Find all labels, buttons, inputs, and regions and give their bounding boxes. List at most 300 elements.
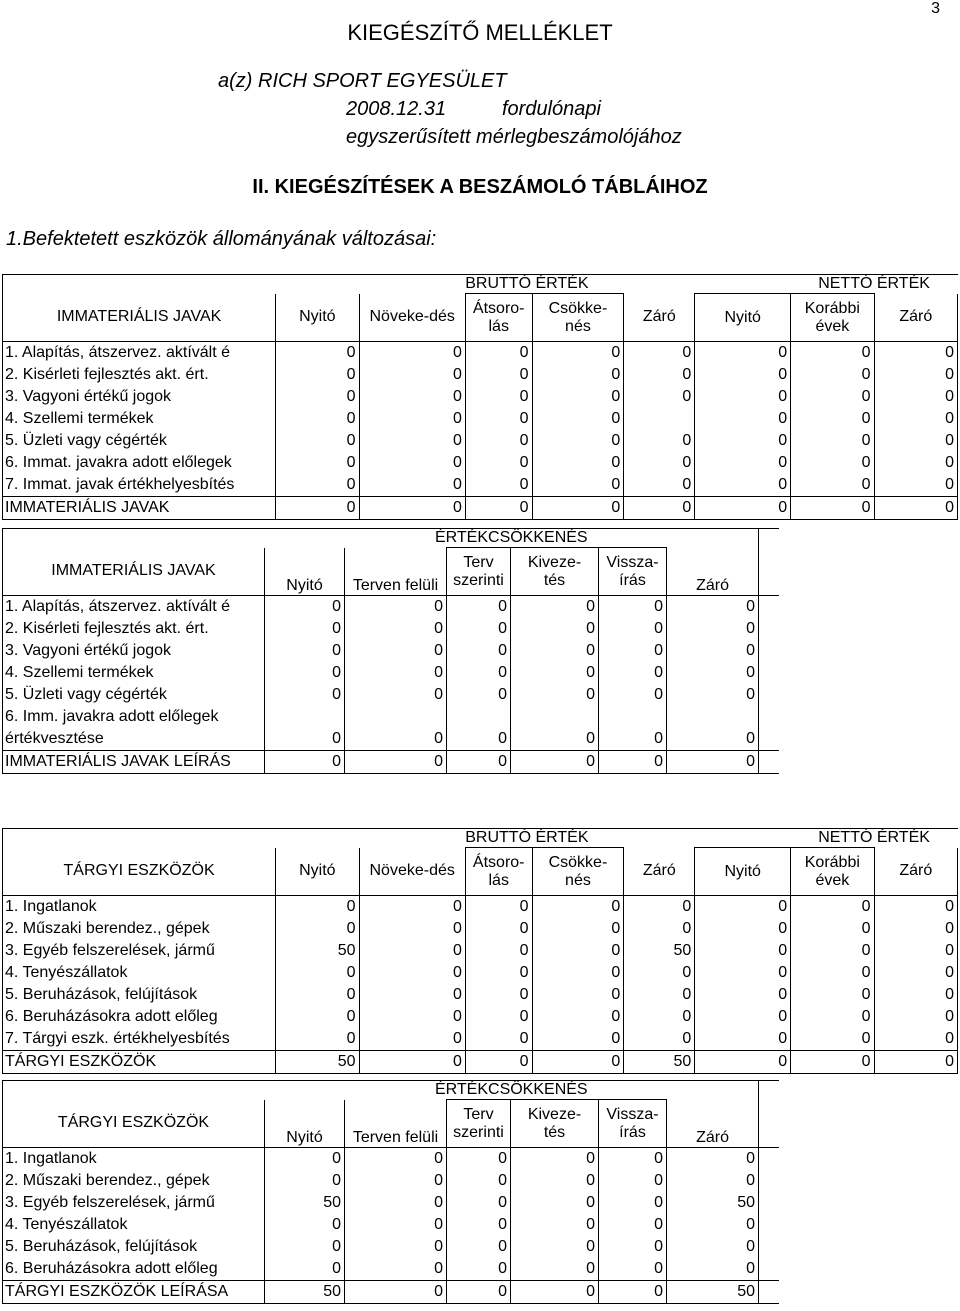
value-cell: 0 [465,342,532,365]
value-cell: 0 [511,1170,599,1192]
value-cell: 0 [532,984,624,1006]
value-cell: 50 [276,940,359,962]
entity-line: a(z) RICH SPORT EGYESÜLET [218,70,507,92]
value-cell: 0 [265,751,345,774]
value-cell: 0 [695,430,791,452]
value-cell: 0 [465,896,532,919]
row-label: 2. Műszaki berendez., gépek [3,1170,265,1192]
value-cell: 0 [624,1006,695,1028]
value-cell: 0 [276,896,359,919]
value-cell: 0 [345,618,447,640]
value-cell: 0 [511,1214,599,1236]
value-cell: 0 [874,984,957,1006]
value-cell: 0 [465,940,532,962]
row-label: 1. Ingatlanok [3,896,276,919]
value-cell: 0 [599,1170,667,1192]
value-cell: 0 [465,497,532,520]
value-cell: 0 [667,640,759,662]
table-row [3,1236,779,1258]
value-cell: 0 [447,1281,511,1304]
table-row [3,618,779,640]
value-cell: 0 [599,1258,667,1281]
col-korabbi-evek: Korábbi évek [791,848,874,896]
value-cell: 0 [511,1236,599,1258]
value-cell: 0 [276,342,359,365]
value-cell: 0 [345,1236,447,1258]
value-cell: 0 [359,1028,465,1051]
value-cell: 0 [532,342,624,365]
value-cell: 0 [874,408,957,430]
value-cell: 0 [667,684,759,706]
total-row [3,751,779,774]
value-cell: 0 [359,940,465,962]
value-cell: 0 [599,1214,667,1236]
intangible-depreciation-table [2,528,779,774]
row-label: 4. Tenyészállatok [3,1214,265,1236]
value-cell: 0 [667,751,759,774]
value-cell: 0 [276,408,359,430]
value-cell: 0 [624,386,695,408]
row-label: IMMATERIÁLIS JAVAK LEÍRÁS [3,751,265,774]
table-row [3,364,958,386]
value-cell: 0 [465,386,532,408]
report-date: 2008.12.31 [346,98,447,120]
value-cell: 50 [276,1051,359,1074]
group-brutto: BRUTTÓ ÉRTÉK [465,275,589,292]
value-cell: 0 [624,452,695,474]
value-cell: 0 [276,497,359,520]
table-row [3,1148,779,1171]
value-cell: 0 [265,662,345,684]
value-cell: 0 [447,1214,511,1236]
table-category-label: IMMATERIÁLIS JAVAK [3,548,265,596]
col-terv-szerinti: Terv szerinti [447,548,511,596]
value-cell: 0 [345,1148,447,1171]
value-cell: 0 [265,1148,345,1171]
report-type-line: egyszerűsített mérlegbeszámolójához [346,126,682,148]
col-nyito-netto: Nyitó [695,294,791,342]
value-cell: 0 [695,342,791,365]
value-cell: 0 [465,430,532,452]
value-cell: 0 [599,640,667,662]
value-cell: 0 [695,364,791,386]
value-cell: 0 [532,1028,624,1051]
value-cell: 0 [532,1051,624,1074]
value-cell: 0 [791,1051,874,1074]
col-nyito: Nyitó [276,294,359,342]
value-cell: 0 [791,1006,874,1028]
value-cell: 0 [276,1006,359,1028]
value-cell: 0 [345,662,447,684]
col-zaro: Záró [624,294,695,342]
value-cell: 0 [624,1028,695,1051]
table-row [3,940,958,962]
value-cell: 0 [532,497,624,520]
col-terven-feluli: Terven felüli [345,1100,447,1148]
col-zaro-netto: Záró [874,294,957,342]
row-label: 3. Vagyoni értékű jogok [3,640,265,662]
value-cell: 0 [532,896,624,919]
value-cell: 0 [667,1214,759,1236]
col-novekedes: Növeke-dés [359,848,465,896]
col-visszairas: Vissza- írás [599,1100,667,1148]
section-title: II. KIEGÉSZÍTÉSEK A BESZÁMOLÓ TÁBLÁIHOZ [252,176,708,198]
value-cell: 0 [447,1236,511,1258]
value-cell: 0 [624,896,695,919]
value-cell: 0 [465,984,532,1006]
row-label: 6. Beruházásokra adott előleg [3,1258,265,1281]
col-korabbi-evek: Korábbi évek [791,294,874,342]
value-cell: 0 [874,962,957,984]
value-cell: 0 [359,430,465,452]
value-cell: 0 [532,1006,624,1028]
table-row [3,408,958,430]
value-cell: 0 [447,618,511,640]
value-cell: 0 [359,364,465,386]
value-cell: 0 [511,751,599,774]
value-cell: 0 [532,940,624,962]
value-cell: 0 [791,474,874,497]
value-cell: 0 [511,640,599,662]
value-cell: 0 [359,408,465,430]
value-cell: 0 [276,474,359,497]
table-row [3,1028,958,1051]
col-atsorolas: Átsoro- lás [465,848,532,896]
value-cell: 0 [695,386,791,408]
col-zaro-netto: Záró [874,848,957,896]
row-label: 2. Műszaki berendez., gépek [3,918,276,940]
row-label: 2. Kisérleti fejlesztés akt. ért. [3,364,276,386]
value-cell: 0 [624,364,695,386]
value-cell: 0 [511,684,599,706]
value-cell: 0 [447,1192,511,1214]
value-cell: 0 [345,684,447,706]
table-row [3,662,779,684]
value-cell: 0 [791,918,874,940]
col-terven-feluli: Terven felüli [345,548,447,596]
value-cell: 0 [265,1236,345,1258]
value-cell: 0 [532,452,624,474]
value-cell: 0 [791,364,874,386]
value-cell: 0 [874,386,957,408]
table-row [3,430,958,452]
table-row [3,896,958,919]
value-cell: 0 [345,1258,447,1281]
col-nyito-netto: Nyitó [695,848,791,896]
value-cell: 0 [599,596,667,619]
value-cell: 0 [359,452,465,474]
value-cell: 0 [599,618,667,640]
row-label: TÁRGYI ESZKÖZÖK [3,1051,276,1074]
row-label: 5. Üzleti vagy cégérték [3,430,276,452]
value-cell: 0 [359,896,465,919]
value-cell: 0 [695,1006,791,1028]
value-cell: 0 [359,918,465,940]
value-cell: 0 [667,662,759,684]
row-label: 4. Tenyészállatok [3,962,276,984]
value-cell: 0 [345,1192,447,1214]
table-row [3,640,779,662]
table-category-label: TÁRGYI ESZKÖZÖK [3,848,276,896]
value-cell: 0 [511,662,599,684]
value-cell: 0 [791,497,874,520]
table-row [3,1192,779,1214]
col-zaro: Záró [667,548,759,596]
value-cell: 0 [447,662,511,684]
value-cell: 0 [265,618,345,640]
value-cell: 0 [532,962,624,984]
value-cell: 0 [599,1236,667,1258]
value-cell: 0 [599,684,667,706]
value-cell: 0 [359,474,465,497]
value-cell: 0 [791,386,874,408]
value-cell: 0 [532,386,624,408]
value-cell: 0 [265,596,345,619]
value-cell: 0 [874,1006,957,1028]
value-cell: 0 [276,984,359,1006]
row-label: IMMATERIÁLIS JAVAK [3,497,276,520]
value-cell: 0 [265,1258,345,1281]
col-visszairas: Vissza- írás [599,548,667,596]
value-cell: 0 [447,1258,511,1281]
table-row [3,596,779,619]
value-cell: 0 [359,1051,465,1074]
value-cell: 0 [465,474,532,497]
value-cell: 0 [695,940,791,962]
value-cell: 0 [265,640,345,662]
value-cell: 0 [276,1028,359,1051]
col-kivezetes: Kiveze- tés [511,1100,599,1148]
table-row [3,1214,779,1236]
row-label: 5. Üzleti vagy cégérték [3,684,265,706]
value-cell: 0 [791,984,874,1006]
value-cell: 0 [874,1028,957,1051]
row-label: 2. Kisérleti fejlesztés akt. ért. [3,618,265,640]
value-cell: 50 [667,1281,759,1304]
value-cell: 0 [345,1281,447,1304]
value-cell: 0 [265,1170,345,1192]
value-cell: 0 [874,474,957,497]
value-cell: 50 [667,1192,759,1214]
report-date-suffix: fordulónapi [502,98,601,120]
col-atsorolas: Átsoro- lás [465,294,532,342]
table-row [3,386,958,408]
group-brutto: BRUTTÓ ÉRTÉK [465,829,589,846]
row-label: 7. Immat. javak értékhelyesbítés [3,474,276,497]
row-label: 3. Egyéb felszerelések, jármű [3,940,276,962]
value-cell: 0 [695,1051,791,1074]
tangible-depreciation-table [2,1080,779,1304]
value-cell: 0 [532,364,624,386]
row-label: 3. Vagyoni értékű jogok [3,386,276,408]
value-cell: 0 [359,962,465,984]
value-cell: 0 [359,497,465,520]
group-ertekcsokkenes: ÉRTÉKCSÖKKENÉS [434,529,588,546]
value-cell: 0 [695,896,791,919]
row-label: 5. Beruházások, felújítások [3,1236,265,1258]
value-cell: 0 [667,1170,759,1192]
row-label: 4. Szellemi termékek [3,408,276,430]
col-terv-szerinti: Terv szerinti [447,1100,511,1148]
table-category-label: IMMATERIÁLIS JAVAK [3,294,276,342]
total-row [3,1281,779,1304]
value-cell: 0 [465,1051,532,1074]
value-cell: 0 [447,1170,511,1192]
row-label: 7. Tárgyi eszk. értékhelyesbítés [3,1028,276,1051]
col-csokkenes: Csökke- nés [532,848,624,896]
value-cell: 0 [695,497,791,520]
value-cell: 0 [276,386,359,408]
value-cell: 50 [265,1281,345,1304]
col-novekedes: Növeke-dés [359,294,465,342]
value-cell: 0 [345,596,447,619]
value-cell: 0 [624,918,695,940]
value-cell: 0 [791,962,874,984]
table-row [3,1006,958,1028]
col-nyito: Nyitó [265,548,345,596]
value-cell: 0 [695,1028,791,1051]
value-cell: 50 [265,1192,345,1214]
value-cell: 0 [265,1214,345,1236]
row-label: 3. Egyéb felszerelések, jármű [3,1192,265,1214]
value-cell: 0 [599,1281,667,1304]
value-cell: 50 [624,940,695,962]
page-number: 3 [931,0,940,17]
value-cell: 0 [465,452,532,474]
row-label: 1. Alapítás, átszervez. aktívált é [3,596,265,619]
value-cell: 0 [624,474,695,497]
value-cell: 0 [345,751,447,774]
table-category-label: TÁRGYI ESZKÖZÖK [3,1100,265,1148]
value-cell: 0 [532,430,624,452]
value-cell: 0 [511,618,599,640]
row-label: TÁRGYI ESZKÖZÖK LEÍRÁSA [3,1281,265,1304]
value-cell: 0 [695,962,791,984]
value-cell: 0 [874,452,957,474]
total-row [3,1051,958,1074]
value-cell: 0 [465,918,532,940]
value-cell: 0 [624,497,695,520]
value-cell: 0 [695,918,791,940]
table-row [3,342,958,365]
col-nyito: Nyitó [276,848,359,896]
value-cell: 0 [624,342,695,365]
table-row [3,1258,779,1281]
group-netto: NETTÓ ÉRTÉK [818,275,930,292]
value-cell: 0 [624,962,695,984]
value-cell: 0 [465,1028,532,1051]
tangible-gross-net-table [2,828,958,1074]
value-cell: 0 [532,408,624,430]
value-cell: 0 [791,408,874,430]
value-cell: 0 [695,474,791,497]
value-cell: 0 [599,1148,667,1171]
value-cell: 0 [624,430,695,452]
value-cell: 0 [874,430,957,452]
document-title: KIEGÉSZÍTŐ MELLÉKLET [347,20,613,45]
value-cell: 0 [447,684,511,706]
col-csokkenes: Csökke- nés [532,294,624,342]
table-row [3,984,958,1006]
value-cell: 0 [874,342,957,365]
value-cell: 0 [874,364,957,386]
value-cell: 0 [599,1192,667,1214]
value-cell: 0 [695,984,791,1006]
value-cell: 0 [511,1148,599,1171]
value-cell: 0 [532,918,624,940]
value-cell: 0 [465,1006,532,1028]
value-cell: 0 [345,640,447,662]
value-cell: 0 [359,386,465,408]
row-label: 1. Ingatlanok [3,1148,265,1171]
intangible-gross-net-table [2,274,958,520]
value-cell: 0 [511,596,599,619]
total-row [3,497,958,520]
table-row [3,962,958,984]
value-cell: 0 [345,1214,447,1236]
value-cell: 0 [791,940,874,962]
col-zaro: Záró [624,848,695,896]
value-cell: 0 [874,1051,957,1074]
value-cell: 0 [874,896,957,919]
value-cell: 0 [465,364,532,386]
value-cell: 0 [276,918,359,940]
value-cell: 0 [265,684,345,706]
table-row [3,918,958,940]
group-netto: NETTÓ ÉRTÉK [818,829,930,846]
value-cell: 0 [276,430,359,452]
value-cell: 0 [359,342,465,365]
value-cell: 0 [465,962,532,984]
table-row: értékvesztése 0 0 0 0 0 0 [3,728,779,751]
table-row [3,1170,779,1192]
value-cell: 0 [465,408,532,430]
col-zaro: Záró [667,1100,759,1148]
value-cell: 0 [624,984,695,1006]
value-cell: 0 [874,918,957,940]
value-cell: 0 [511,1192,599,1214]
value-cell: 0 [447,751,511,774]
value-cell: 0 [695,408,791,430]
value-cell: 0 [667,1236,759,1258]
value-cell [624,408,695,430]
row-label: 4. Szellemi termékek [3,662,265,684]
value-cell: 0 [276,962,359,984]
table-row [3,452,958,474]
col-nyito: Nyitó [265,1100,345,1148]
value-cell: 0 [791,430,874,452]
value-cell: 0 [667,1258,759,1281]
value-cell: 0 [359,1006,465,1028]
value-cell: 0 [695,452,791,474]
row-label: 1. Alapítás, átszervez. aktívált é [3,342,276,365]
subsection-title: 1.Befektetett eszközök állományának változásai: [6,228,437,250]
value-cell: 0 [359,984,465,1006]
row-label: 5. Beruházások, felújítások [3,984,276,1006]
table-row [3,474,958,497]
table-row [3,684,779,706]
value-cell: 0 [345,1170,447,1192]
value-cell: 0 [667,1148,759,1171]
value-cell: 0 [791,342,874,365]
row-label: 6. Immat. javakra adott előlegek [3,452,276,474]
value-cell: 0 [447,640,511,662]
value-cell: 0 [791,452,874,474]
value-cell: 0 [511,1281,599,1304]
value-cell: 0 [599,751,667,774]
value-cell: 0 [667,596,759,619]
value-cell: 0 [447,1148,511,1171]
